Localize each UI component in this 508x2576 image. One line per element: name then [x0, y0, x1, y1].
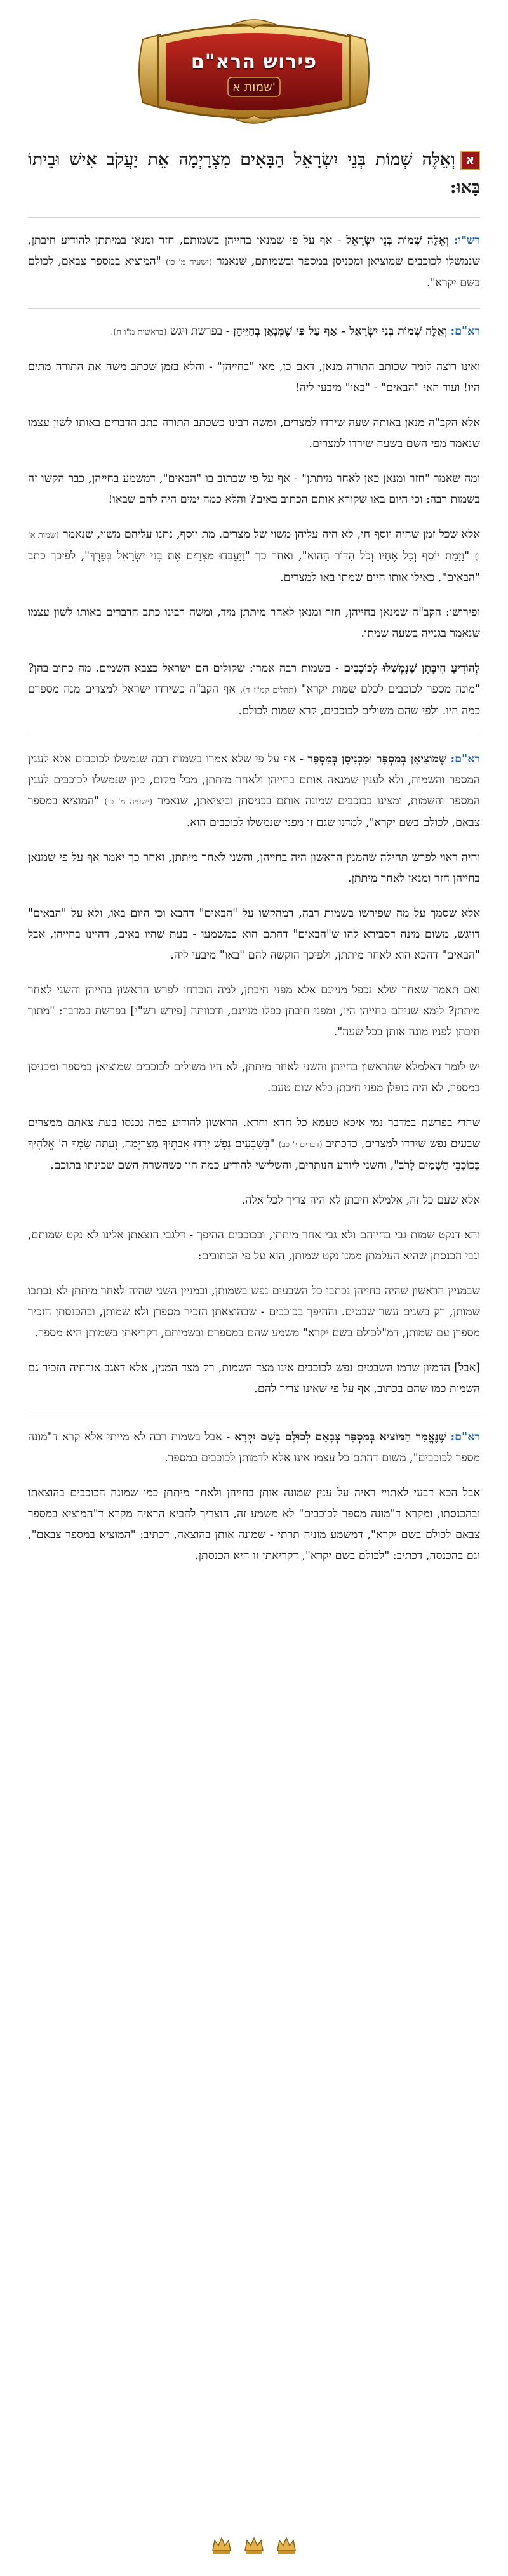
commentary-paragraph — [28, 736, 480, 833]
commentary-paragraph — [28, 524, 480, 588]
commentary-content — [28, 146, 480, 1581]
paragraph-text: שהרי בפרשת במדבר נמי איכא טעמא כל חדא וחדא. הראשון להודיע כמה נכנסו בעת צאתם ממצרים שבעים נפש שירדו למצרים, כדכתיב — [28, 1117, 480, 1150]
paragraph-list — [28, 217, 480, 1567]
commentary-paragraph — [28, 1113, 480, 1176]
commentary-paragraph — [28, 1225, 480, 1267]
paragraph-text: ואינו רוצה לומר שכותב התורה מנאן, דאם כן, מאי "בחייהן" - והלא בזמן שכתב משה את התורה מתים היו! ועוד האי "הבאים" - "באו" מיבעי ליה! — [28, 361, 480, 394]
source-reference: (תהלים קמ"ז ד). — [240, 686, 297, 695]
dibur-hamatchil: שֶׁמּוֹצִיאָן בְּמִסְפָּר וּמַכְנִיסָן בְּמִסְפָּר — [307, 753, 447, 766]
verse-marker: א — [460, 151, 480, 170]
paragraph-text: - אבל בשמות רבה לא מייתי אלא קרא ד"מונה מספר לכוכבים", משום דהתם כל עצמו אינו אלא לדמותן לכוכבים במספר. — [28, 1431, 480, 1464]
commentary-paragraph — [28, 1190, 480, 1211]
commentary-paragraph — [28, 847, 480, 889]
commentary-paragraph — [28, 468, 480, 510]
source-reference: (ישעיה מ' כו) — [165, 258, 213, 267]
paragraph-text: - בפרשת ויגש — [170, 325, 230, 338]
paragraph-text: [אבל] הדמיון שדמו השבטים נפש לכוכבים אינו מצד השמות, רק מצד המנין, אלא דאגב אורחיה הזכיר גם השמות כמו שהם בכתוב, אף על פי שאינו צריך להם. — [28, 1362, 480, 1395]
dibur-hamatchil: לְהוֹדִיעַ חִיבָּתָן שֶׁנִּמְשְׁלוּ לַכּוֹכָבִים — [344, 662, 480, 675]
paragraph-text-continued: "המוציא במספר צבאם, לכולם בשם יקרא". — [28, 255, 480, 289]
commentary-paragraph — [28, 1358, 480, 1400]
paragraph-text-continued: "בְּשִׁבְעִים נֶפֶשׁ יָרְדוּ אֲבֹתֶיךָ מִצְרָיְמָה, וְעַתָּה שָׂמְךָ ה' אֱלֹהֶיךָ כְּכוֹכְבֵי הַשָּׁמַיִם לָרֹב", והשני ליודע הנותרים, והשלישי להודיע כמה היו כשהשרה השם שכינתו בתוכם. — [28, 1138, 480, 1172]
source-reference: (בראשית מ"ו ח). — [110, 328, 167, 337]
source-reference: (דברים י' כב) — [278, 1140, 323, 1150]
dibur-hamatchil: וְאֵלֶּה שְׁמוֹת בְּנֵי יִשְׂרָאֵל - אַף עַל פִּי שֶׁמְּנָאָן בְּחַיֵּיהֶן — [233, 325, 448, 338]
paragraph-text: אלא שכל זמן שהיה יוסף חי, לא היה עליהן משוי של מצרים. מת יוסף, נתנו עליהם משוי, שנאמר — [63, 528, 480, 541]
commentator-label: רא"ם: — [450, 753, 480, 766]
commentary-paragraph — [28, 1057, 480, 1099]
paragraph-text: ואם תאמר שאחר שלא נכפל מניינם אלא מפני חיבתן, למה הוכרחו לפרש הראשון בחייהן והשני לאחר מיתתן? לימא שניהם בחייהן היו, ומפני חיבתן כפלו מניינם, ודכוותה [פירש רש"י] בפרשת במדבר: "מתוך חיבתן לפניו מונה אותן בכל שעה". — [28, 984, 480, 1039]
paragraph-text: ומה שאמר "חזר ומנאן כאן לאחר מיתתן" - אף על פי שכתוב בו "הבאים", דמשמע בחייהן, כבר הקשו זה בשמות רבה: וכי היום באו שקורא אותם הכתוב באים? והלא כמה ימים היה להם שבאו! — [28, 472, 480, 506]
verse-body: וְאֵלֶּה שְׁמוֹת בְּנֵי יִשְׂרָאֵל הַבָּאִים מִצְרָיְמָה אֵת יַעֲקֹב אִישׁ וּבֵיתוֹ בָּאוּ: — [28, 150, 480, 197]
crown-icon — [276, 2534, 297, 2558]
crown-icon — [211, 2534, 232, 2558]
dibur-hamatchil: שֶׁנֶּאֱמַר הַמּוֹצִיא בְּמִסְפָּר צְבָאָם לְכוּלָּם בְּשֵׁם יִקְרָא — [234, 1431, 446, 1444]
page-subtitle: שמות א' — [232, 80, 276, 94]
commentator-label: רא"ם: — [450, 325, 480, 338]
paragraph-text: אלא הקב"ה מנאן באותה שעה שירדו למצרים, ומשה רבינו כשכתב התורה כתב הדברים באותו לשון עצמו שנאמר מפי השם בשעה שירדו למצרים. — [28, 416, 480, 450]
paragraph-text: - אף על פי שלא אמרו בשמות רבה שנמשלו לכוכבים אלא לענין המספר והשמות, ולא לענין שמנאה אותם בחייהן ולאחר מיתתן, מכל מקום, כיון שנמשלו לכוכבים לענין המספר והשמות, ומצינו בכוכבים שמונה אותם בכניסתן וביציאתן, שנאמר — [28, 753, 480, 807]
commentary-paragraph — [28, 413, 480, 455]
commentator-label: רש"י: — [453, 234, 480, 247]
paragraph-text: - אף על פי שמנאן בחייהן בשמותם, חזר ומנאן במיתתן להודיע חיבתן, שנמשלו לכוכבים שמוציאן ומכניסן במספר ובשמותם, שנאמר — [28, 234, 480, 268]
header-banner — [133, 14, 375, 129]
paragraph-text: - בשמות רבה אמרו: שקולים הם ישראל כצבא השמים. מה כתוב בהן? "מונה מספר לכוכבים לכלם שמות יקרא" — [28, 662, 480, 696]
paragraph-text: אלא שסמך על מה שפירשו בשמות רבה, דמהקשו על "הבאים" דהבא וכי היום באו, ולא על "הבאים" דויגש, משום מינה דסבירא להו ש"הבאים" דהתם הוא כמשמעו - בעת שהיו באים, דהיינו בחייהן, אבל "הבאים" דהכא הוא לאחר מיתתן, ולפיכך הוקשה להם "באו" מיבעי ליה. — [28, 907, 480, 962]
commentary-paragraph — [28, 1414, 480, 1469]
commentary-paragraph — [28, 217, 480, 294]
paragraph-text-continued: "המוציא במספר צבאם, לכולם בשם יקרא", למדנו שגם זו מפני שנמשלו לכוכבים הוא. — [28, 795, 480, 829]
commentary-paragraph — [28, 602, 480, 644]
paragraph-text-continued: "וַיָּמָת יוֹסֵף וְכָל אֶחָיו וְכֹל הַדּוֹר הַהוּא", ואחר כך "וַיַּעֲבִדוּ מִצְרַיִם אֶת בְּנֵי יִשְׂרָאֵל בְּפָרֶךְ", לפיכך כתב "הבאים", כאילו אותו היום שמתו באו למצרים. — [28, 550, 480, 584]
source-reference: (שמות א' ו) — [28, 531, 480, 562]
commentary-paragraph — [28, 308, 480, 343]
paragraph-text: אלא שעם כל זה, אלמלא חיבתן לא היה צריך לכל אלה. — [241, 1194, 480, 1207]
source-reference: (ישעיה מ' כו) — [104, 797, 153, 807]
paragraph-text-continued: אף הקב"ה כשירדו ישראל למצרים מנה מספרם כמה היו. ולפי שהם משולים לכוכבים, קרא שמות לכולם. — [28, 683, 480, 717]
commentator-label: רא"ם: — [450, 1431, 480, 1444]
paragraph-text: אבל הכא דבעי לאתויי ראיה על ענין שמונה אותן בחייהן ולאחר מיתתן כמו שמונה הכוכבים בהוצאתו ובהכנסתו, ומקרא ד"מונה מספר לכוכבים" לא משמע זה, הוצריך להביא הראיה מקרא ד"המוציא במספר צבאם לכולם בשם יקרא", דמשמע מוניה תרתי - שמונה אותן בהוצאה, דכתיב: "המוציא במספר צבאם", וגם בהכנסה, דכתיב: "לכולם בשם יקרא", דקריאתן זו היא הכנסתן. — [28, 1487, 480, 1562]
commentary-paragraph — [28, 357, 480, 399]
dibur-hamatchil: וְאֵלֶּה שְׁמוֹת בְּנֵי יִשְׂרָאֵל — [346, 234, 449, 247]
commentary-paragraph — [28, 903, 480, 966]
page-title: פירוש הרא"ם — [190, 51, 318, 73]
paragraph-text: והיה ראוי לפרש תחילה שהמנין הראשון היה בחייהן, והשני לאחר מיתתן, ואחר כך יאמר אף על פי שמנאן בחייהן חזר ומנאן לאחר מיתתן. — [28, 851, 480, 885]
paragraph-text: שבמניין הראשון שהיה בחייהן נכתבו כל השבעים נפש בשמותן, ובמניין השני שהיה לאחר מיתתן לא נכתבו שמותן, רק בשנים עשר שבטים. וההיפך בכוכבים - שבהוצאתן הזכיר מספרן ולא שמותן, ובהכנסתן הזכיר מספרן עם שמותן, דמ"לכולם בשם יקרא" משמע שהם במספרם ובשמותם, דקריאתן בשמותן היא מספר. — [28, 1285, 480, 1339]
commentary-paragraph — [28, 1281, 480, 1344]
paragraph-text: ופירושו: הקב"ה שמנאן בחייהן, חזר ומנאן לאחר מיתתן מיד, ומשה רבינו כתב הדברים באותו לשון עצמו שנאמר בגנייה בשעה שמתו. — [28, 606, 480, 640]
verse-text — [28, 146, 480, 207]
commentary-paragraph — [28, 1483, 480, 1567]
crown-icon — [243, 2534, 265, 2558]
commentary-paragraph — [28, 980, 480, 1043]
commentary-paragraph — [28, 658, 480, 722]
footer-ornament — [0, 2534, 508, 2558]
paragraph-text: והא דנקט שמות גבי בחייהם ולא גבי אחר מיתתן, ובכוכבים ההיפך - דלגבי הוצאתן אלינו לא נקט שמותם, וגבי הכנסתן שהיא העלמתן ממנו נקט שמותן, הוא על פי הכתובים: — [28, 1229, 480, 1263]
paragraph-text: יש לומר דאלמלא שהראשון בחייהן והשני לאחר מיתתן, לא היו משולים לכוכבים שמוציאן במספר ומכניסן במספר, לא היה כופלן מפני חיבתן כלא שום טעם. — [28, 1061, 480, 1094]
